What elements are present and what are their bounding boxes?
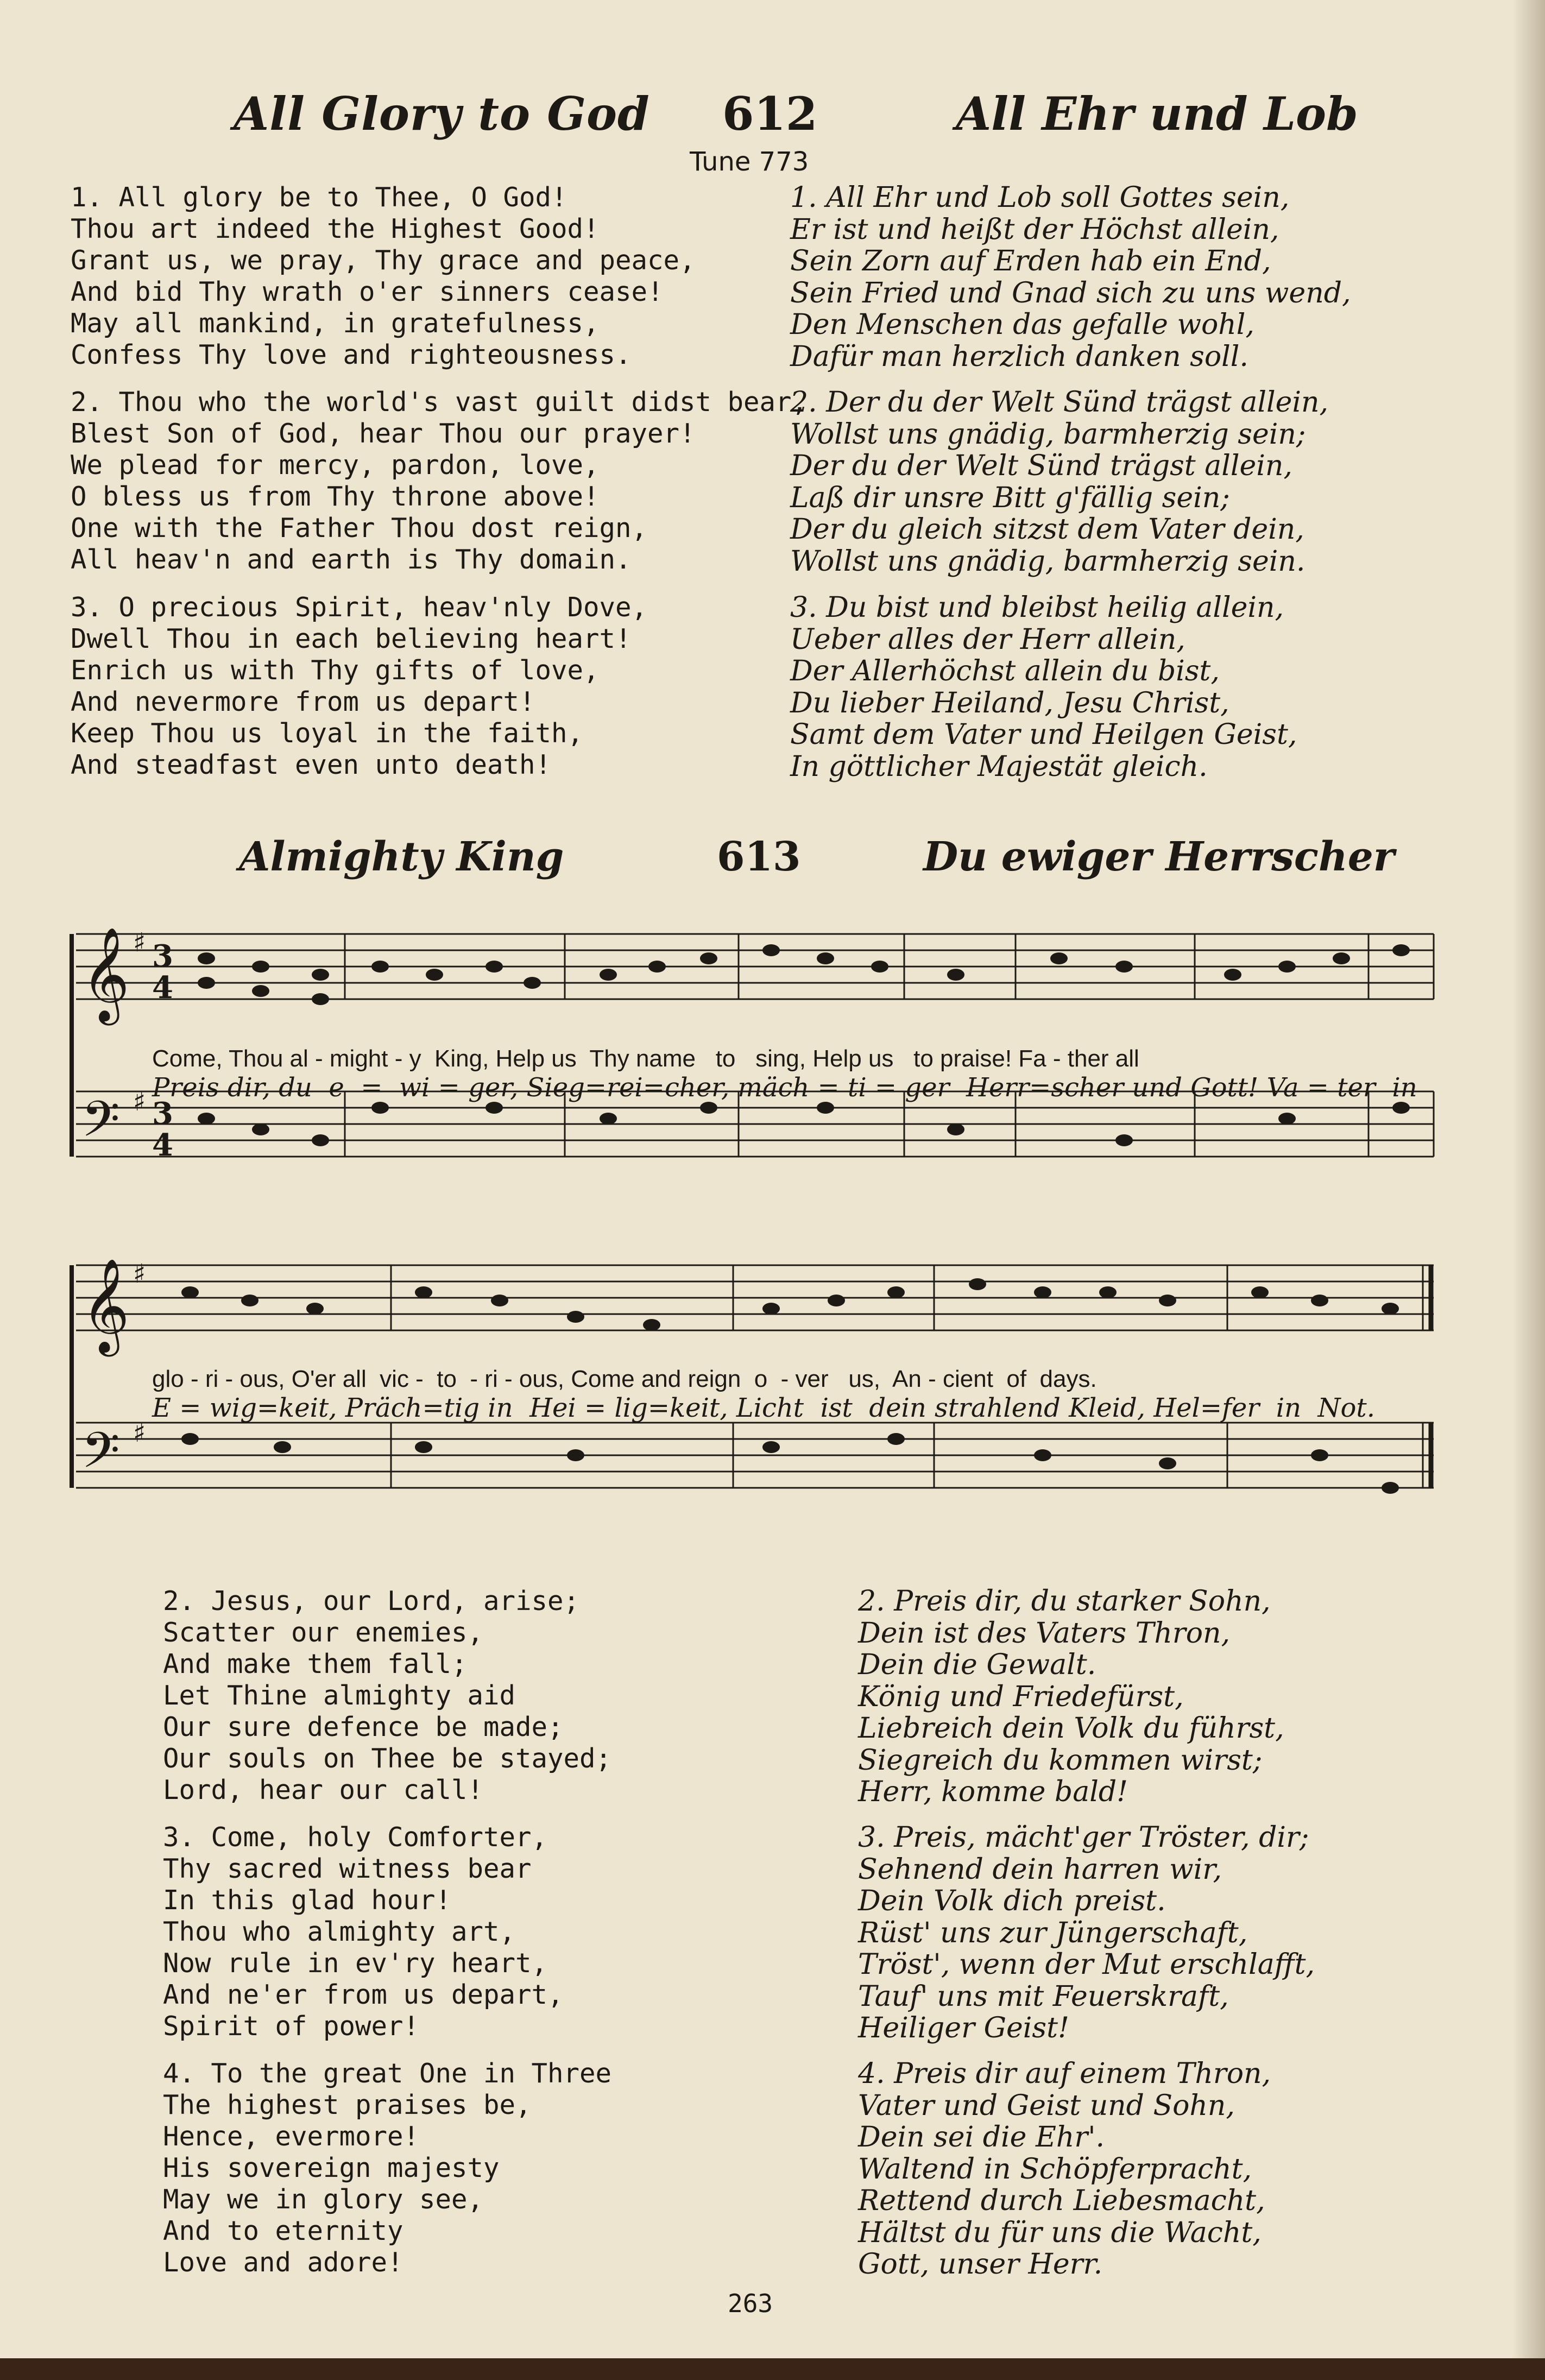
music-score: [65, 912, 1445, 1526]
score-lyrics-en-line-2: glo - ri - ous, O'er all vic - to - ri - ous, Come and reign o - ver us, An - cient of days.: [152, 1366, 1097, 1392]
hymn-613-verse-2-de: 2. Preis dir, du starker Sohn, Dein ist des Vaters Thron, Dein die Gewalt. König und Friedefürst, Liebreich dein Volk du führst, Siegreich du kommen wirst; Herr, komme bald!: [858, 1585, 1284, 1808]
treble-clef-icon: 𝄞: [81, 1258, 130, 1353]
hymn-613-number: 613: [717, 834, 801, 880]
sharp-icon: ♯: [133, 1087, 146, 1117]
sharp-icon: ♯: [133, 927, 146, 958]
hymn-613-verse-3-de: 3. Preis, mächt'ger Tröster, dir; Sehnend dein harren wir, Dein Volk dich preist. Rüst' uns zur Jüngerschaft, Tröst', wenn der Mut erschlafft, Tauf' uns mit Feuerskraft, Heiliger Geist!: [858, 1821, 1315, 2044]
book-binding-edge: [0, 2358, 1545, 2380]
hymn-612-verse-1-de: 1. All Ehr und Lob soll Gottes sein, Er ist und heißt der Höchst allein, Sein Zorn auf Erden hab ein End, Sein Fried und Gnad sich zu uns wend, Den Menschen das gefalle wohl, Dafür man herzlich danken soll.: [790, 181, 1351, 373]
treble-clef-icon: 𝄞: [81, 927, 130, 1021]
hymn-612-tune: Tune 773: [690, 147, 809, 177]
hymn-613-verse-4-en: 4. To the great One in Three The highest praises be, Hence, evermore! His sovereign majesty May we in glory see, And to eternity Love and adore!: [163, 2058, 612, 2278]
score-lyrics-de-line-1: Preis dir, du e = wi = ger, Sieg=rei=cher, mäch = ti = ger Herr=scher und Gott! Va = ter in: [152, 1072, 1417, 1103]
page-number: 263: [728, 2289, 773, 2318]
bass-clef-icon: 𝄢: [81, 1090, 120, 1160]
staff-treble-1: [76, 934, 1434, 999]
hymn-612-verse-2-en: 2. Thou who the world's vast guilt didst bear, Blest Son of God, hear Thou our prayer! We plead for mercy, pardon, love, O bless us from Thy throne above! One with the Father Thou dost reign, All heav'n and earth is Thy domain.: [71, 387, 808, 575]
hymn-612-verse-3-en: 3. O precious Spirit, heav'nly Dove, Dwell Thou in each believing heart! Enrich us with Thy gifts of love, And nevermore from us depart! Keep Thou us loyal in the faith, And steadfast even unto death!: [71, 592, 648, 780]
hymn-613-title-en: Almighty King: [239, 834, 564, 880]
hymn-612-number: 612: [722, 87, 818, 141]
staff-treble-2: [76, 1265, 1434, 1330]
hymn-613-verse-4-de: 4. Preis dir auf einem Thron, Vater und Geist und Sohn, Dein sei die Ehr'. Waltend in Schöpferpracht, Rettend durch Liebesmacht, Hältst du für uns die Wacht, Gott, unser Herr.: [858, 2057, 1271, 2281]
staff-bass-2: [76, 1423, 1434, 1488]
hymn-613-verse-2-en: 2. Jesus, our Lord, arise; Scatter our enemies, And make them fall; Let Thine almighty aid Our sure defence be made; Our souls on Thee be stayed; Lord, hear our call!: [163, 1586, 612, 1805]
sharp-icon: ♯: [133, 1259, 146, 1289]
hymn-612-title-de: All Ehr und Lob: [956, 87, 1358, 141]
hymn-612-verse-3-de: 3. Du bist und bleibst heilig allein, Ueber alles der Herr allein, Der Allerhöchst allein du bist, Du lieber Heiland, Jesu Christ, Samt dem Vater und Heilgen Geist, In göttlicher Majestät gleich.: [790, 591, 1297, 783]
score-lyrics-de-line-2: E = wig=keit, Präch=tig in Hei = lig=keit, Licht ist dein strahlend Kleid, Hel=fer in Not.: [152, 1393, 1375, 1423]
hymn-613-verse-3-en: 3. Come, holy Comforter, Thy sacred witness bear In this glad hour! Thou who almighty art, Now rule in ev'ry heart, And ne'er from us depart, Spirit of power!: [163, 1822, 564, 2042]
time-signature: 4: [152, 1127, 173, 1163]
hymn-613-title-de: Du ewiger Herrscher: [923, 834, 1395, 880]
score-lyrics-en-line-1: Come, Thou al - might - y King, Help us Thy name to sing, Help us to praise! Fa - ther all: [152, 1045, 1139, 1072]
bass-clef-icon: 𝄢: [81, 1422, 120, 1491]
hymn-612-verse-2-de: 2. Der du der Welt Sünd trägst allein, Wollst uns gnädig, barmherzig sein; Der du der Welt Sünd trägst allein, Laß dir unsre Bitt g'fällig sein; Der du gleich sitzst dem Vater dein, Wollst uns gnädig, barmherzig sein.: [790, 386, 1329, 578]
hymn-612-title-en: All Glory to God: [234, 87, 650, 141]
time-signature: 4: [152, 970, 173, 1006]
hymn-612-verse-1-en: 1. All glory be to Thee, O God! Thou art indeed the Highest Good! Grant us, we pray, Thy grace and peace, And bid Thy wrath o'er sinners cease! May all mankind, in gratefulness, Confess Thy love and righteousness.: [71, 182, 696, 370]
time-signature: 3: [152, 1096, 173, 1132]
page-edge-shadow: [1512, 0, 1545, 2380]
sharp-icon: ♯: [133, 1418, 146, 1448]
time-signature: 3: [152, 938, 173, 974]
